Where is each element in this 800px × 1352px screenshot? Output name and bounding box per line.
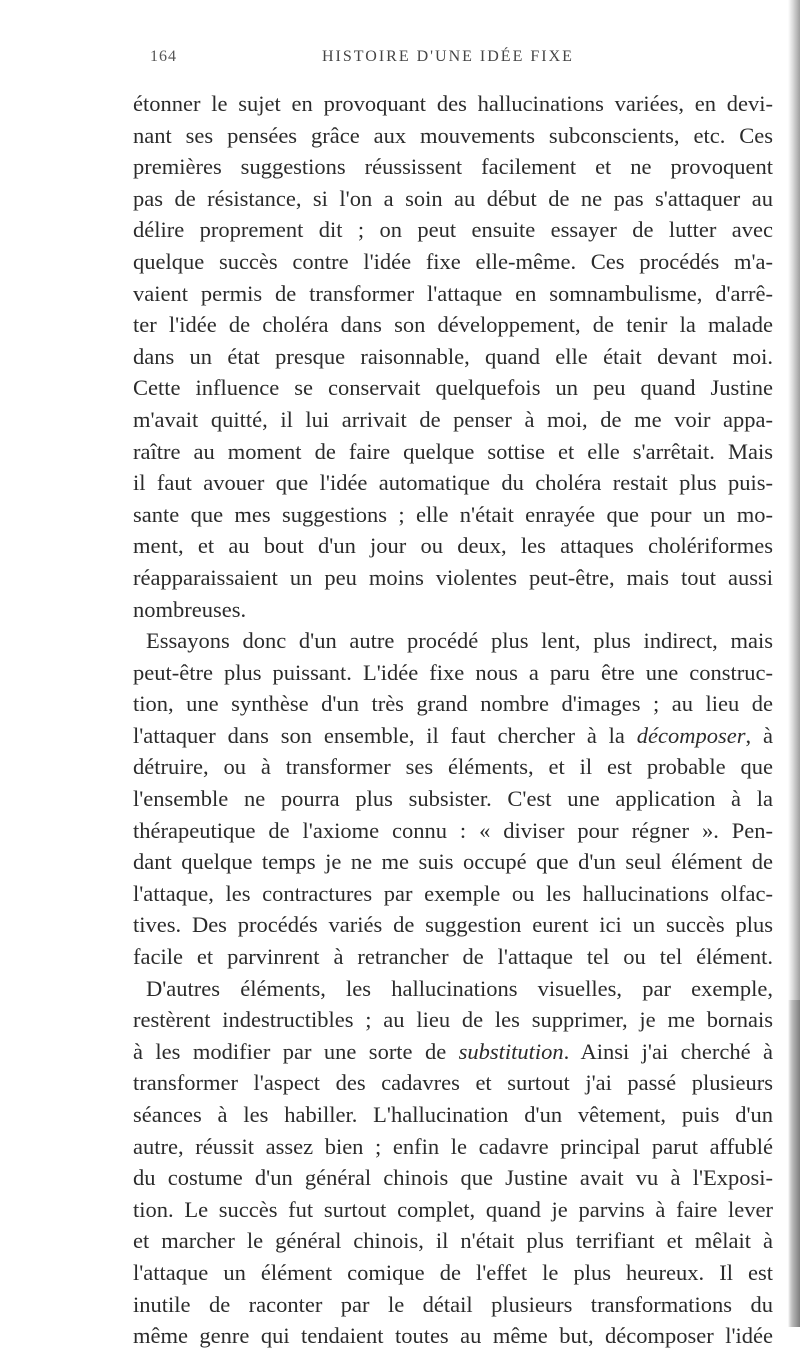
text-run: à les modifier par une sorte de — [133, 1038, 459, 1064]
page-number: 164 — [150, 48, 177, 65]
text-line: ter l'idée de choléra dans son développement, de tenir la malade — [133, 312, 773, 338]
running-title: HISTOIRE D'UNE IDÉE FIXE — [322, 48, 574, 65]
text-run: l'attaquer dans son ensemble, il faut chercher à la — [133, 722, 637, 748]
text-run: , à — [745, 722, 773, 748]
text-line: dant quelque temps je ne me suis occupé que d'un seul élément de — [133, 849, 773, 875]
text-line: transformer l'aspect des cadavres et surtout j'ai passé plusieurs — [133, 1070, 773, 1096]
running-head — [150, 48, 770, 78]
text-line: l'attaque, les contractures par exemple ou les hallucinations olfac- — [133, 880, 773, 906]
text-line: nant ses pensées grâce aux mouvements subconscients, etc. Ces — [133, 122, 773, 148]
text-line: restèrent indestructibles ; au lieu de les supprimer, je me bornais — [133, 1007, 773, 1033]
text-line: l'attaque un élément comique de l'effet le plus heureux. Il est — [133, 1259, 773, 1285]
text-line — [133, 1036, 773, 1068]
text-line: étonner le sujet en provoquant des hallucinations variées, en devi- — [133, 91, 773, 116]
text-line: l'ensemble ne pourra plus subsister. C'est une application à la — [133, 786, 773, 812]
text-line: séances à les habiller. L'hallucination d'un vêtement, puis d'un — [133, 1102, 773, 1127]
text-line: thérapeutique de l'axiome connu : « diviser pour régner ». Pen- — [133, 817, 773, 843]
text-line: facile et parvinrent à retrancher de l'attaque tel ou tel élément. — [133, 944, 773, 970]
text-line: nombreuses. — [133, 596, 247, 622]
text-line: quelque succès contre l'idée fixe elle-même. Ces procédés m'a- — [133, 248, 773, 274]
body-text — [133, 88, 773, 1352]
text-line: même genre qui tendaient toutes au même but, décomposer l'idée — [133, 1323, 773, 1349]
page-edge-shadow-lower — [788, 1000, 800, 1327]
text-line: Essayons donc d'un autre procédé plus lent, plus indirect, mais — [146, 628, 773, 654]
text-line: inutile de raconter par le détail plusieurs transformations du — [133, 1291, 773, 1317]
italic-term: substitution — [458, 1038, 564, 1064]
text-line: tion. Le succès fut surtout complet, quand je parvins à faire lever — [133, 1196, 773, 1222]
text-line: réapparaissaient un peu moins violentes peut-être, mais tout aussi — [133, 564, 773, 590]
text-line: raître au moment de faire quelque sottise et elle s'arrêtait. Mais — [133, 438, 773, 464]
text-line: D'autres éléments, les hallucinations visuelles, par exemple, — [146, 975, 773, 1001]
text-line: il faut avouer que l'idée automatique du choléra restait plus puis- — [133, 470, 773, 496]
italic-term: décomposer — [636, 722, 746, 748]
text-line: tion, une synthèse d'un très grand nombre d'images ; au lieu de — [133, 691, 773, 717]
text-line: délire proprement dit ; on peut ensuite essayer de lutter avec — [133, 217, 773, 243]
text-line: ment, et au bout d'un jour ou deux, les attaques cholériformes — [133, 533, 773, 559]
text-line: dans un état presque raisonnable, quand elle était devant moi. — [133, 343, 773, 369]
text-line: vaient permis de transformer l'attaque en somnambulisme, d'arrê- — [133, 280, 773, 306]
text-line: détruire, ou à transformer ses éléments, et il est probable que — [133, 754, 773, 780]
text-line: peut-être plus puissant. L'idée fixe nous a paru être une construc- — [133, 659, 773, 685]
text-line: tives. Des procédés variés de suggestion eurent ici un succès plus — [133, 912, 773, 938]
text-line: et marcher le général chinois, il n'était plus terrifiant et mêlait à — [133, 1228, 773, 1254]
text-line: Cette influence se conservait quelquefois un peu quand Justine — [133, 375, 773, 401]
text-line: premières suggestions réussissent facilement et ne provoquent — [133, 154, 773, 180]
text-line: du costume d'un général chinois que Justine avait vu à l'Exposi- — [133, 1165, 773, 1191]
text-run: . Ainsi j'ai cherché à — [563, 1038, 773, 1064]
text-line: m'avait quitté, il lui arrivait de penser à moi, de me voir appa- — [133, 406, 773, 432]
text-line: pas de résistance, si l'on a soin au début de ne pas s'attaquer au — [133, 185, 773, 211]
text-line — [133, 720, 773, 752]
text-line: autre, réussit assez bien ; enfin le cadavre principal parut affublé — [133, 1133, 773, 1159]
text-line: sante que mes suggestions ; elle n'était enrayée que pour un mo- — [133, 501, 773, 527]
